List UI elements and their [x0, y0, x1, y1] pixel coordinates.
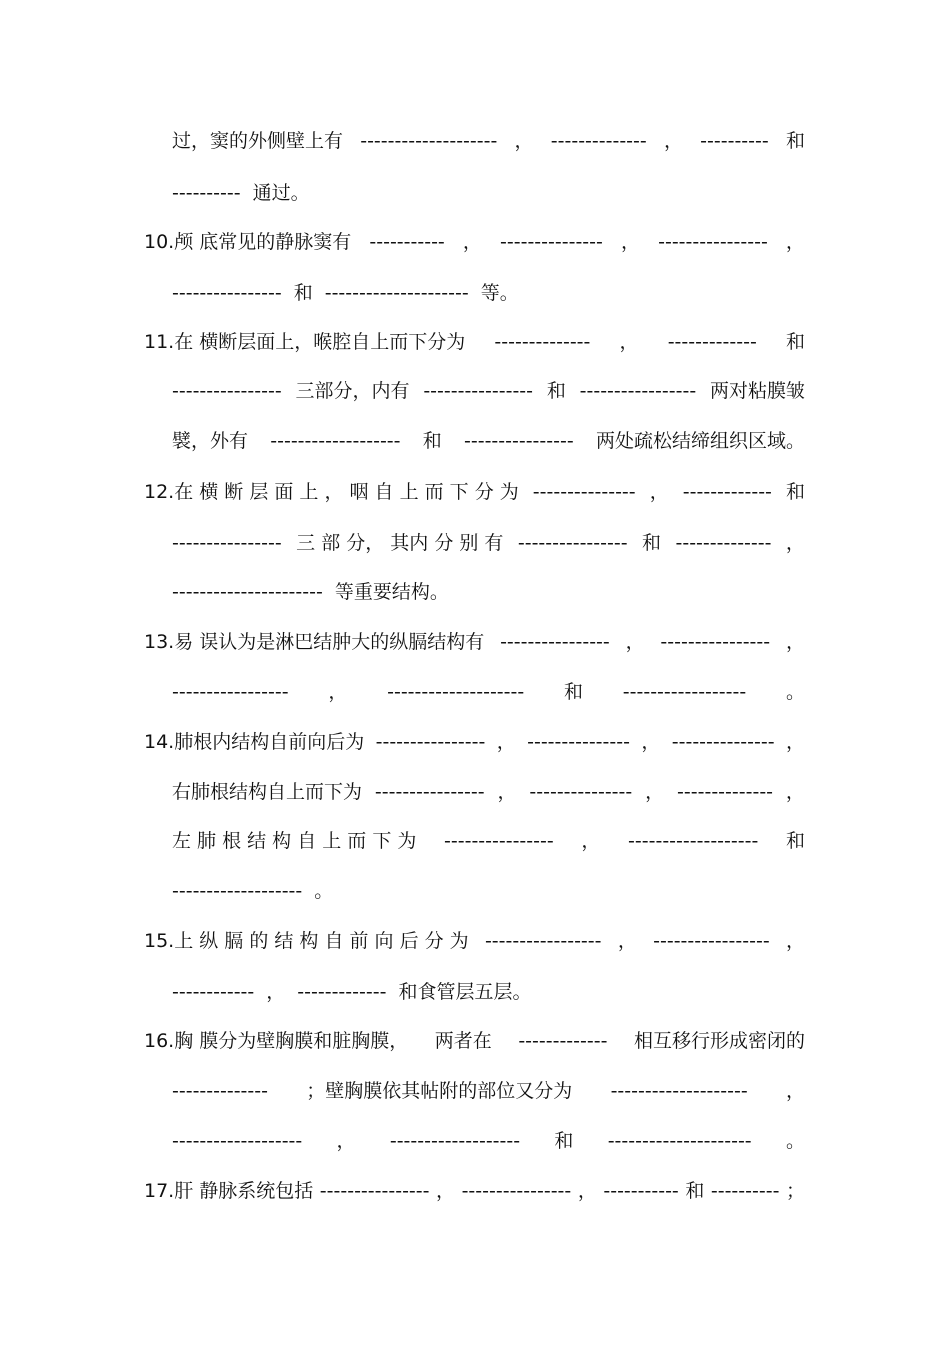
answer-blank: ----------------: [444, 830, 554, 852]
question-text: 等。: [480, 282, 519, 304]
question-text: 和: [422, 430, 442, 452]
question-text: ，: [436, 1180, 456, 1202]
question-text: 和: [685, 1180, 705, 1202]
answer-blank: ---------------------: [324, 282, 469, 304]
answer-blank: -------------: [297, 981, 387, 1003]
question-text: 13.易 误认为是淋巴结肿大的纵膈结构有: [144, 631, 485, 653]
q14-line-2: [172, 776, 805, 808]
question-text: ，: [497, 781, 517, 803]
answer-blank: ----------------: [517, 532, 628, 554]
question-text: 等重要结构。: [334, 581, 449, 603]
answer-blank: --------------: [550, 130, 647, 152]
answer-blank: -----------------: [172, 681, 289, 703]
question-text: ，: [785, 532, 805, 554]
answer-blank: ----------: [172, 182, 241, 204]
question-text: 两者在: [434, 1030, 492, 1052]
question-text: ，: [785, 631, 805, 653]
answer-blank: ----------------: [172, 380, 282, 402]
answer-blank: ----------------: [658, 231, 768, 253]
answer-blank: ----------------: [172, 532, 282, 554]
q13-line-1: [144, 626, 805, 658]
question-text: ，: [619, 331, 639, 353]
answer-blank: -----------: [603, 1180, 679, 1202]
question-text: 和: [785, 830, 805, 852]
question-text: 和食管层五层。: [398, 981, 532, 1003]
question-text: ，: [620, 231, 640, 253]
answer-blank: ---------------: [529, 781, 633, 803]
question-text: ，: [785, 231, 805, 253]
question-text: ，: [663, 130, 683, 152]
answer-blank: ----------------: [464, 430, 574, 452]
question-text: 相互移行形成密闭的: [633, 1030, 805, 1052]
question-text: 14.肺根内结构自前向后为: [144, 731, 365, 753]
question-text: ，: [514, 130, 534, 152]
question-text: 左 肺 根 结 构 自 上 而 下 为: [172, 830, 417, 852]
question-text: ，: [577, 1180, 597, 1202]
question-text: 三 部 分， 其内 分 别 有: [296, 532, 504, 554]
q11-line-3: [172, 425, 805, 457]
q11-line-2: [172, 375, 805, 407]
answer-blank: -----------------: [653, 930, 770, 952]
answer-blank: -------------: [682, 481, 772, 503]
question-text: ，: [496, 731, 516, 753]
q12-line-2: [172, 527, 805, 559]
question-text: ，: [462, 231, 482, 253]
question-text: 10.颅 底常见的静脉窦有: [144, 231, 352, 253]
answer-blank: --------------: [172, 1080, 268, 1102]
answer-blank: -------------------: [270, 430, 401, 452]
answer-blank: --------------: [494, 331, 591, 353]
question-text: 两对粘膜皱: [709, 380, 805, 402]
answer-blank: ---------------: [527, 731, 630, 753]
question-text: ，: [785, 1080, 805, 1102]
question-text: ，: [266, 981, 286, 1003]
answer-blank: -------------------: [172, 880, 303, 902]
answer-blank: ----------------: [423, 380, 534, 402]
question-text: ；壁胸膜依其帖附的部位又分为: [306, 1080, 573, 1102]
question-text: ；: [785, 1180, 805, 1202]
question-text: 和: [785, 130, 805, 152]
answer-blank: ---------------: [532, 481, 636, 503]
question-text: 。: [785, 1130, 805, 1152]
question-text: ，: [581, 830, 601, 852]
question-text: 过，窦的外侧壁上有: [172, 130, 344, 152]
answer-blank: -----------------: [484, 930, 602, 952]
q15-line-2: [172, 976, 805, 1008]
question-text: ，: [645, 781, 665, 803]
answer-blank: -------------------: [628, 830, 759, 852]
question-text: ，: [625, 631, 645, 653]
question-text: ，: [785, 930, 805, 952]
q13-line-2: [172, 676, 805, 708]
answer-blank: ---------------: [671, 731, 775, 753]
answer-blank: ----------------: [500, 631, 610, 653]
answer-blank: --------------------: [387, 681, 525, 703]
answer-blank: --------------------: [610, 1080, 748, 1102]
question-text: 通过。: [252, 182, 310, 204]
answer-blank: -------------: [518, 1030, 608, 1052]
answer-blank: ----------------: [319, 1180, 430, 1202]
answer-blank: ----------: [700, 130, 769, 152]
answer-blank: -----------------: [579, 380, 697, 402]
question-text: 和: [785, 481, 805, 503]
question-text: ，: [785, 781, 805, 803]
answer-blank: -------------: [667, 331, 757, 353]
answer-blank: ---------------: [500, 231, 603, 253]
answer-blank: --------------------: [360, 130, 498, 152]
question-text: 和: [293, 282, 313, 304]
question-text: 和: [554, 1130, 574, 1152]
question-text: 。: [785, 681, 805, 703]
answer-blank: ----------------: [375, 731, 486, 753]
q14-line-4: [172, 875, 805, 907]
question-text: 和: [546, 380, 566, 402]
question-text: 15.上 纵 膈 的 结 构 自 前 向 后 分 为: [144, 930, 469, 952]
q16-line-1: [144, 1025, 805, 1057]
question-text: 和: [785, 331, 805, 353]
question-text: 和: [642, 532, 662, 554]
question-text: ，: [785, 731, 805, 753]
question-text: ，: [328, 681, 348, 703]
answer-blank: ----------------------: [172, 581, 323, 603]
question-text: 11.在 横断层面上，喉腔自上而下分为: [144, 331, 466, 353]
question-text: 16.胸 膜分为壁胸膜和脏胸膜，: [144, 1030, 409, 1052]
answer-blank: ------------------: [622, 681, 747, 703]
question-text: 襞，外有: [172, 430, 249, 452]
question-text: ，: [641, 731, 661, 753]
answer-blank: ------------: [172, 981, 255, 1003]
q9-line-3: [172, 177, 805, 209]
q10-line-2: [172, 277, 805, 309]
answer-blank: --------------: [677, 781, 774, 803]
question-text: ，: [336, 1130, 356, 1152]
q14-line-1: [144, 726, 805, 758]
q16-line-3: [172, 1125, 805, 1157]
answer-blank: -------------------: [389, 1130, 521, 1152]
q9-line-2: [172, 125, 805, 157]
answer-blank: -------------------: [172, 1130, 303, 1152]
q16-line-2: [172, 1075, 805, 1107]
question-text: 12.在 横 断 层 面 上 ， 咽 自 上 而 下 分 为: [144, 481, 519, 503]
q10-line-1: [144, 226, 805, 258]
q12-line-3: [172, 576, 805, 608]
question-text: 右肺根结构自上而下为: [172, 781, 363, 803]
question-text: 。: [314, 880, 334, 902]
question-text: ，: [649, 481, 669, 503]
answer-blank: ---------------------: [607, 1130, 752, 1152]
answer-blank: ----------: [710, 1180, 780, 1202]
question-text: 三部分，内有: [295, 380, 410, 402]
q12-line-1: [144, 476, 805, 508]
answer-blank: -----------: [369, 231, 445, 253]
question-text: ，: [617, 930, 637, 952]
question-text: 17.肝 静脉系统包括: [144, 1180, 314, 1202]
answer-blank: ----------------: [172, 282, 282, 304]
answer-blank: --------------: [675, 532, 772, 554]
answer-blank: ----------------: [660, 631, 771, 653]
question-text: 和: [564, 681, 584, 703]
q17-line-1: [144, 1175, 805, 1207]
question-text: 两处疏松结缔组织区域。: [595, 430, 805, 452]
q14-line-3: [172, 825, 805, 857]
q15-line-1: [144, 925, 805, 957]
q11-line-1: [144, 326, 805, 358]
answer-blank: ----------------: [374, 781, 485, 803]
answer-blank: ----------------: [461, 1180, 572, 1202]
